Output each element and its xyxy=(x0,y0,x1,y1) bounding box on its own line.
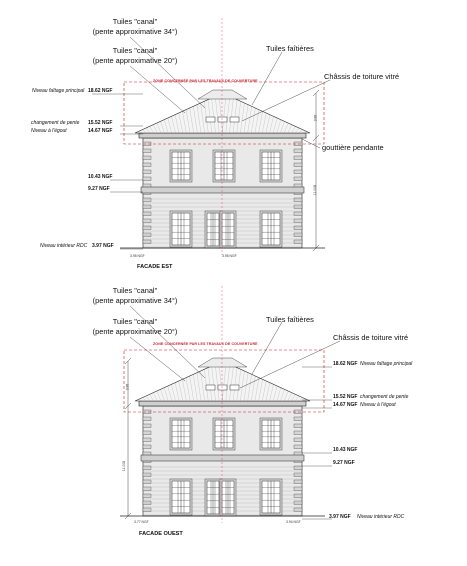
west-dim-roof: 3.95 xyxy=(125,383,130,391)
west-skylight xyxy=(206,385,215,390)
west-quoin-right xyxy=(294,417,302,421)
east-quoin-right xyxy=(294,177,302,181)
east-leader-gouttiere xyxy=(302,139,320,148)
east-quoin-right xyxy=(294,170,302,174)
east-level-value-egout: 14.67 NGF xyxy=(88,128,113,134)
west-quoin-right xyxy=(294,424,302,428)
east-quoin-right xyxy=(294,219,302,223)
east-quoin-right xyxy=(294,198,302,202)
west-quoin-right xyxy=(294,466,302,470)
west-level-value-9: 9.27 NGF xyxy=(333,460,355,466)
east-dim-base-mid: 3.95 NGF xyxy=(222,254,237,258)
east-quoin-right xyxy=(294,156,302,160)
east-quoin-left xyxy=(143,156,151,160)
west-quoin-left xyxy=(143,445,151,449)
west-skylight xyxy=(230,385,239,390)
east-level-value-pente: 15.52 NGF xyxy=(88,120,113,126)
west-quoin-left xyxy=(143,466,151,470)
east-quoin-left xyxy=(143,149,151,153)
east-level-name-egout: Niveau à l'égout xyxy=(31,128,67,134)
east-quoin-right xyxy=(294,233,302,237)
west-leader-chassis xyxy=(240,341,340,388)
west-dim-base-left: 3.77 NGF xyxy=(134,520,149,524)
west-quoin-right xyxy=(294,438,302,442)
west-level-name-egout: Niveau à l'égout xyxy=(360,402,396,408)
west-dim-facade: 11.008 xyxy=(122,460,127,472)
east-level-name-pente: changement de pente xyxy=(31,120,80,126)
east-quoin-left xyxy=(143,205,151,209)
west-quoin-right xyxy=(294,445,302,449)
west-quoin-right xyxy=(294,487,302,491)
west-level-value-rdc: 3.97 NGF xyxy=(329,514,351,520)
east-dim-roof: 3.95 xyxy=(313,114,318,122)
west-level-name-pente: changement de pente xyxy=(360,394,409,400)
east-quoin-right xyxy=(294,205,302,209)
west-dim-base-mid: 3.94 NGF xyxy=(286,520,301,524)
east-leader-canal-20 xyxy=(130,66,185,113)
east-level-value-10: 10.43 NGF xyxy=(88,174,113,180)
east-quoin-right xyxy=(294,149,302,153)
east-note-canal-20: Tuiles "canal" (pente approximative 20°) xyxy=(92,46,178,65)
west-quoin-right xyxy=(294,494,302,498)
west-cornice xyxy=(139,401,306,406)
east-level-value-rdc: 3.97 NGF xyxy=(92,243,114,249)
east-level-name-ridge: Niveau faîtage principal xyxy=(32,88,85,94)
west-quoin-left xyxy=(143,431,151,435)
east-zone-label: ZONE CONCERNÉE PAR LES TRAVAUX DE COUVERTURE xyxy=(153,79,258,83)
east-quoin-left xyxy=(143,170,151,174)
east-note-gouttiere: gouttière pendante xyxy=(322,143,384,152)
west-level-value-10: 10.43 NGF xyxy=(333,447,358,453)
east-quoin-left xyxy=(143,163,151,167)
west-note-tuiles-faitieres: Tuiles faîtières xyxy=(266,315,314,324)
west-quoin-right xyxy=(294,501,302,505)
west-quoin-right xyxy=(294,431,302,435)
east-quoin-left xyxy=(143,226,151,230)
east-caption: FACADE EST xyxy=(137,264,173,270)
west-note-canal-34: Tuiles "canal" (pente approximative 34°) xyxy=(92,286,178,305)
west-level-value-egout: 14.67 NGF xyxy=(333,402,358,408)
east-quoin-left xyxy=(143,177,151,181)
west-note-chassis: Châssis de toiture vitré xyxy=(333,333,409,342)
west-quoin-right xyxy=(294,473,302,477)
west-caption: FACADE OUEST xyxy=(139,531,183,537)
east-level-value-9: 9.27 NGF xyxy=(88,186,110,192)
east-note-tuiles-faitieres: Tuiles faîtières xyxy=(266,44,314,53)
west-level-name-rdc: Niveau intérieur RDC xyxy=(357,514,405,520)
west-note-canal-20: Tuiles "canal" (pente approximative 20°) xyxy=(92,317,178,336)
east-note-canal-34: Tuiles "canal" (pente approximative 34°) xyxy=(92,17,178,36)
west-quoin-left xyxy=(143,438,151,442)
east-quoin-right xyxy=(294,163,302,167)
west-quoin-left xyxy=(143,417,151,421)
west-level-value-pente: 15.52 NGF xyxy=(333,394,358,400)
east-skylight xyxy=(230,117,239,122)
east-quoin-left xyxy=(143,233,151,237)
east-roof-upper xyxy=(198,90,247,99)
east-note-chassis: Châssis de toiture vitré xyxy=(324,72,400,81)
west-zone-label: ZONE CONCERNÉE PAR LES TRAVAUX DE COUVERTURE xyxy=(153,342,258,346)
west-quoin-left xyxy=(143,473,151,477)
west-skylight xyxy=(218,385,227,390)
east-level-value-ridge: 18.62 NGF xyxy=(88,88,113,94)
west-quoin-left xyxy=(143,501,151,505)
east-quoin-left xyxy=(143,219,151,223)
east-skylight xyxy=(218,117,227,122)
east-dim-facade: 11.008 xyxy=(313,184,318,196)
west-roof-upper xyxy=(198,358,247,367)
east-skylight xyxy=(206,117,215,122)
east-quoin-left xyxy=(143,198,151,202)
east-cornice xyxy=(139,133,306,138)
west-leader-faitieres xyxy=(252,322,282,374)
west-floor-band xyxy=(141,455,304,461)
west-level-name-ridge: Niveau faîtage principal xyxy=(360,361,413,367)
east-level-name-rdc: Niveau intérieur RDC xyxy=(40,243,88,249)
east-dim-base-left: 3.95 NGF xyxy=(130,254,145,258)
west-quoin-left xyxy=(143,424,151,428)
west-quoin-left xyxy=(143,494,151,498)
west-quoin-left xyxy=(143,487,151,491)
west-level-value-ridge: 18.62 NGF xyxy=(333,361,358,367)
east-quoin-right xyxy=(294,226,302,230)
east-floor-band xyxy=(141,187,304,193)
